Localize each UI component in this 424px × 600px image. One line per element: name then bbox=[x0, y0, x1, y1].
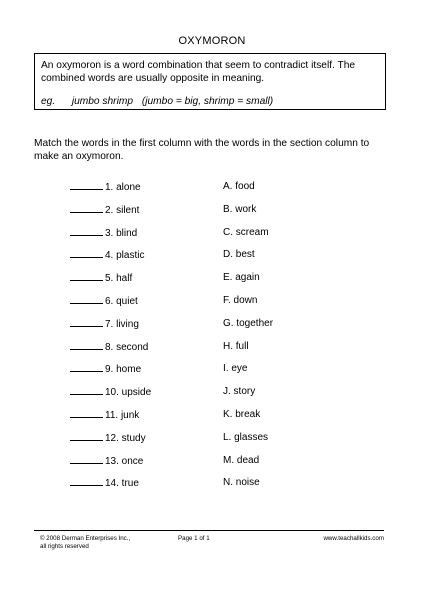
right-word: N. noise bbox=[223, 477, 260, 489]
left-word: 7. living bbox=[105, 318, 139, 330]
left-word: 8. second bbox=[105, 341, 149, 353]
match-row bbox=[70, 226, 370, 240]
right-word: E. again bbox=[223, 272, 260, 284]
match-row bbox=[70, 203, 370, 217]
eg-label: eg. bbox=[41, 96, 56, 107]
left-word: 4. plastic bbox=[105, 250, 145, 262]
footer-url[interactable]: www.teachallkids.com bbox=[323, 535, 384, 542]
left-word: 3. blind bbox=[105, 227, 138, 239]
left-word: 12. study bbox=[105, 432, 146, 444]
right-word: K. break bbox=[223, 409, 261, 420]
match-row bbox=[70, 340, 370, 354]
example-explanation: (jumbo = big, shrimp = small) bbox=[141, 96, 274, 107]
example-line bbox=[41, 95, 379, 108]
definition-text: An oxymoron is a word combination that seem to contradict itself. The combined words are usually opposite in meaning. bbox=[41, 60, 356, 84]
answer-blank[interactable] bbox=[70, 203, 103, 213]
answer-blank[interactable] bbox=[70, 180, 103, 190]
answer-blank[interactable] bbox=[70, 340, 103, 350]
footer-divider bbox=[34, 530, 384, 531]
left-word: 13. once bbox=[105, 455, 144, 467]
left-word: 5. half bbox=[105, 273, 133, 285]
right-word: J. story bbox=[223, 386, 256, 398]
match-row bbox=[70, 454, 370, 468]
right-word: H. full bbox=[223, 340, 249, 352]
right-word: G. together bbox=[223, 317, 274, 329]
left-word: 6. quiet bbox=[105, 296, 138, 307]
match-row bbox=[70, 294, 370, 308]
answer-blank[interactable] bbox=[70, 476, 103, 486]
instructions: Match the words in the first column with the words in the section column to make an oxymoron. bbox=[34, 138, 370, 162]
answer-blank[interactable] bbox=[70, 408, 103, 418]
match-row bbox=[70, 180, 370, 194]
copyright-text: © 2008 Derman Enterprises Inc., bbox=[40, 535, 131, 542]
match-row bbox=[70, 431, 370, 445]
right-word: A. food bbox=[223, 181, 255, 192]
right-word: M. dead bbox=[223, 454, 260, 466]
right-word: I. eye bbox=[223, 363, 248, 375]
match-row bbox=[70, 248, 370, 262]
left-word: 1. alone bbox=[105, 182, 141, 193]
right-word: C. scream bbox=[223, 226, 269, 238]
answer-blank[interactable] bbox=[70, 294, 103, 304]
left-word: 11. junk bbox=[105, 410, 140, 421]
match-row bbox=[70, 476, 370, 490]
left-word: 9. home bbox=[105, 364, 142, 376]
left-word: 10. upside bbox=[105, 387, 152, 399]
answer-blank[interactable] bbox=[70, 385, 103, 395]
answer-blank[interactable] bbox=[70, 317, 103, 327]
answer-blank[interactable] bbox=[70, 248, 103, 258]
footer-copyright bbox=[40, 535, 130, 551]
right-word: L. glasses bbox=[223, 431, 269, 443]
rights-text: all rights reserved bbox=[40, 543, 89, 550]
match-row bbox=[70, 317, 370, 331]
match-row bbox=[70, 385, 370, 399]
left-word: 2. silent bbox=[105, 204, 140, 216]
left-word: 14. true bbox=[105, 478, 139, 490]
match-row bbox=[70, 362, 370, 376]
right-word: F. down bbox=[223, 295, 258, 306]
answer-blank[interactable] bbox=[70, 362, 103, 372]
answer-blank[interactable] bbox=[70, 271, 103, 281]
right-word: D. best bbox=[223, 249, 255, 261]
footer-page-number: Page 1 of 1 bbox=[178, 535, 210, 542]
example-pair: jumbo shrimp bbox=[71, 96, 133, 107]
answer-blank[interactable] bbox=[70, 226, 103, 236]
page-title: OXYMORON bbox=[178, 35, 246, 47]
match-row bbox=[70, 408, 370, 422]
right-word: B. work bbox=[223, 203, 257, 215]
answer-blank[interactable] bbox=[70, 454, 103, 464]
match-row bbox=[70, 271, 370, 285]
definition-box bbox=[34, 53, 386, 110]
answer-blank[interactable] bbox=[70, 431, 103, 441]
